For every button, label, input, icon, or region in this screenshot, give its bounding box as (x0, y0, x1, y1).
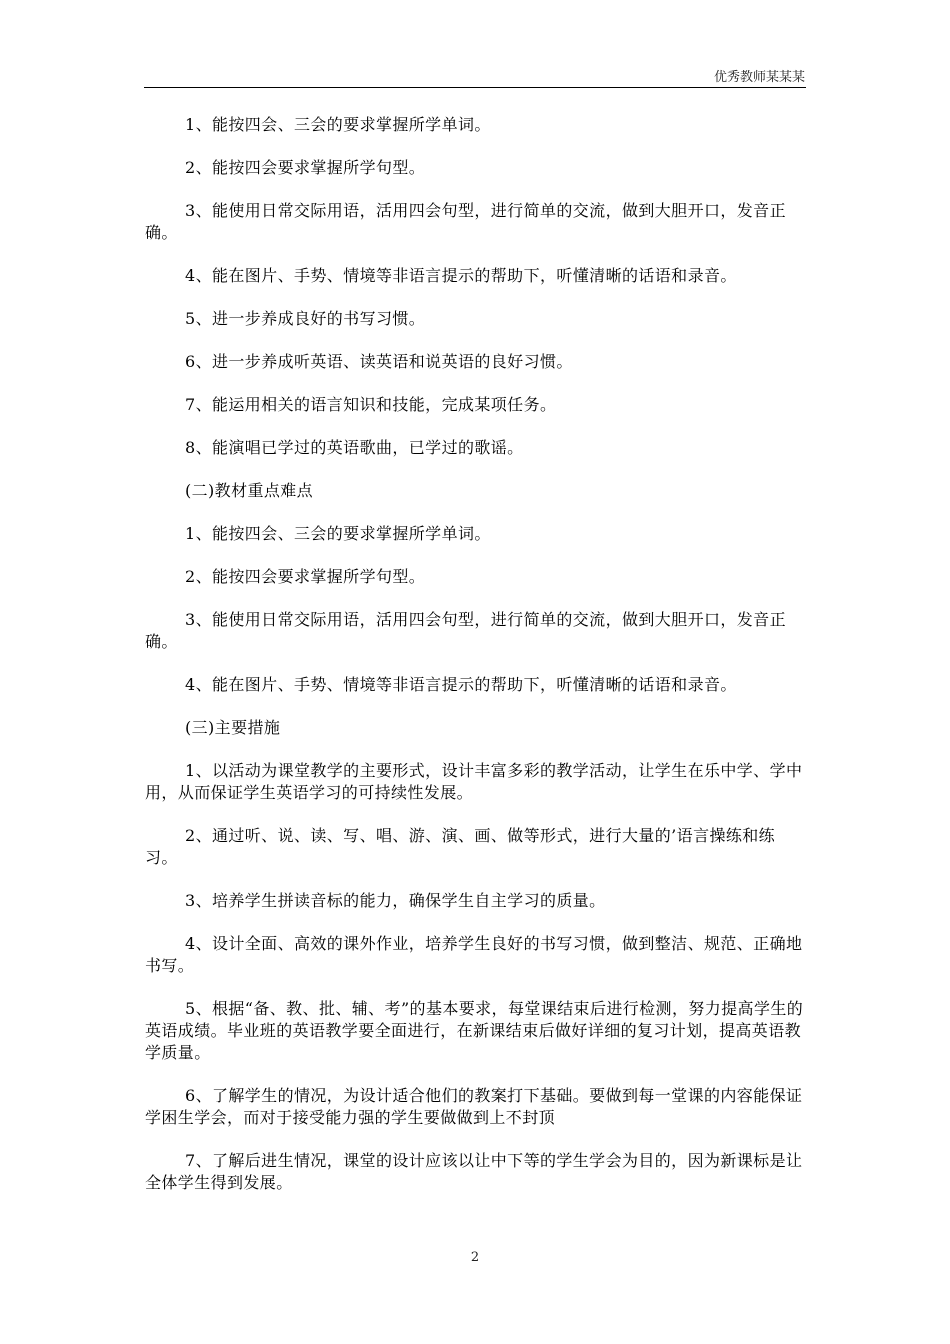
header-divider (144, 87, 806, 88)
paragraph: 3、能使用日常交际用语，活用四会句型，进行简单的交流，做到大胆开口，发音正确。 (145, 201, 786, 242)
paragraph: 8、能演唱已学过的英语歌曲，已学过的歌谣。 (185, 438, 524, 457)
paragraph: 2、通过听、说、读、写、唱、游、演、画、做等形式，进行大量的’语言操练和练习。 (145, 826, 776, 867)
paragraph: 4、设计全面、高效的课外作业，培养学生良好的书写习惯，做到整洁、规范、正确地书写。 (145, 934, 803, 975)
paragraph: 7、了解后进生情况，课堂的设计应该以让中下等的学生学会为目的，因为新课标是让全体学生得到发展。 (145, 1151, 803, 1192)
paragraph: 4、能在图片、手势、情境等非语言提示的帮助下，听懂清晰的话语和录音。 (185, 266, 737, 285)
paragraph: 1、能按四会、三会的要求掌握所学单词。 (185, 115, 491, 134)
paragraph: 5、根据“备、教、批、辅、考”的基本要求，每堂课结束后进行检测，努力提高学生的英语成绩。毕业班的英语教学要全面进行，在新课结束后做好详细的复习计划，提高英语教学质量。 (145, 999, 804, 1062)
section-heading: (三)主要措施 (185, 718, 281, 737)
paragraph: 1、能按四会、三会的要求掌握所学单词。 (185, 524, 491, 543)
document-body (145, 114, 807, 1215)
header-author: 优秀教师某某某 (713, 70, 805, 85)
section-heading: (二)教材重点难点 (185, 481, 314, 500)
paragraph: 5、进一步养成良好的书写习惯。 (185, 309, 426, 328)
paragraph: 1、以活动为课堂教学的主要形式，设计丰富多彩的教学活动，让学生在乐中学、学中用，从而保证学生英语学习的可持续性发展。 (145, 761, 803, 802)
paragraph: 2、能按四会要求掌握所学句型。 (185, 158, 426, 177)
paragraph: 3、能使用日常交际用语，活用四会句型，进行简单的交流，做到大胆开口，发音正确。 (145, 610, 786, 651)
paragraph: 6、了解学生的情况，为设计适合他们的教案打下基础。要做到每一堂课的内容能保证学困生学会，而对于接受能力强的学生要做做到上不封顶 (145, 1086, 803, 1127)
paragraph: 2、能按四会要求掌握所学句型。 (185, 567, 426, 586)
page-number: 2 (470, 1250, 480, 1265)
paragraph: 3、培养学生拼读音标的能力，确保学生自主学习的质量。 (185, 891, 606, 910)
paragraph: 6、进一步养成听英语、读英语和说英语的良好习惯。 (185, 352, 573, 371)
paragraph: 4、能在图片、手势、情境等非语言提示的帮助下，听懂清晰的话语和录音。 (185, 675, 737, 694)
paragraph: 7、能运用相关的语言知识和技能，完成某项任务。 (185, 395, 557, 414)
